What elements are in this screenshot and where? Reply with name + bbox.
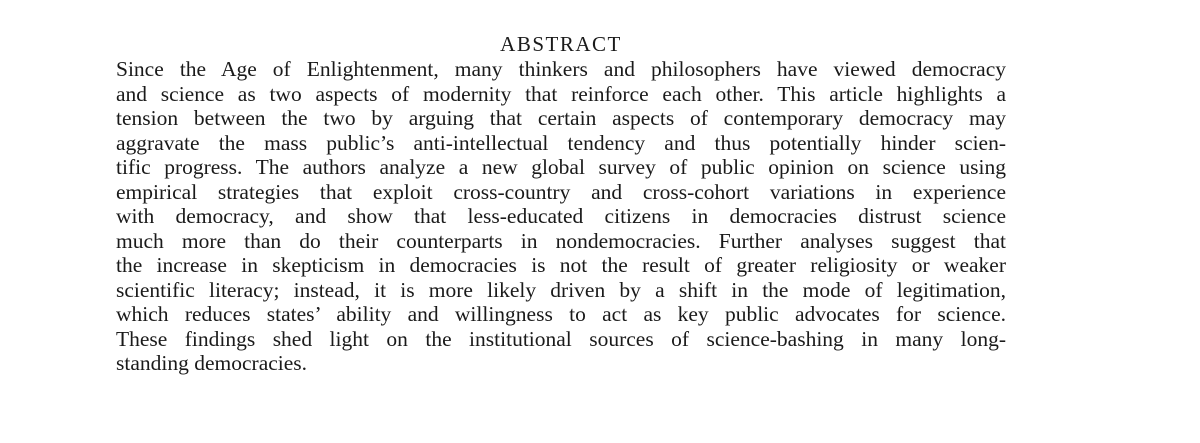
abstract-line: tension between the two by arguing that certain aspects of contemporary democracy may <box>116 106 1006 130</box>
abstract-line: much more than do their counterparts in nondemocracies. Further analyses suggest that <box>116 228 1006 253</box>
abstract-line: the increase in skepticism in democracies is not the result of greater religiosity or weaker <box>116 253 1006 277</box>
abstract-line: which reduces states’ ability and willingness to act as key public advocates for science. <box>116 302 1006 326</box>
abstract-line: empirical strategies that exploit cross-country and cross-cohort variations in experience <box>116 179 1006 204</box>
abstract-line: scientific literacy; instead, it is more likely driven by a shift in the mode of legitimation, <box>116 277 1006 302</box>
abstract-line: and science as two aspects of modernity that reinforce each other. This article highlights a <box>116 81 1006 106</box>
abstract-line: with democracy, and show that less-educated citizens in democracies distrust science <box>116 204 1006 228</box>
abstract-line: tific progress. The authors analyze a new global survey of public opinion on science using <box>116 155 1006 179</box>
abstract-line: Since the Age of Enlightenment, many thinkers and philosophers have viewed democracy <box>116 57 1006 81</box>
abstract-body <box>116 57 1006 376</box>
abstract-section <box>116 32 1006 376</box>
abstract-line: aggravate the mass public’s anti-intellectual tendency and thus potentially hinder scien- <box>116 130 1006 155</box>
abstract-heading: ABSTRACT <box>500 32 622 56</box>
abstract-line: These findings shed light on the institutional sources of science-bashing in many long- <box>116 326 1006 351</box>
abstract-line: standing democracies. <box>116 351 308 375</box>
